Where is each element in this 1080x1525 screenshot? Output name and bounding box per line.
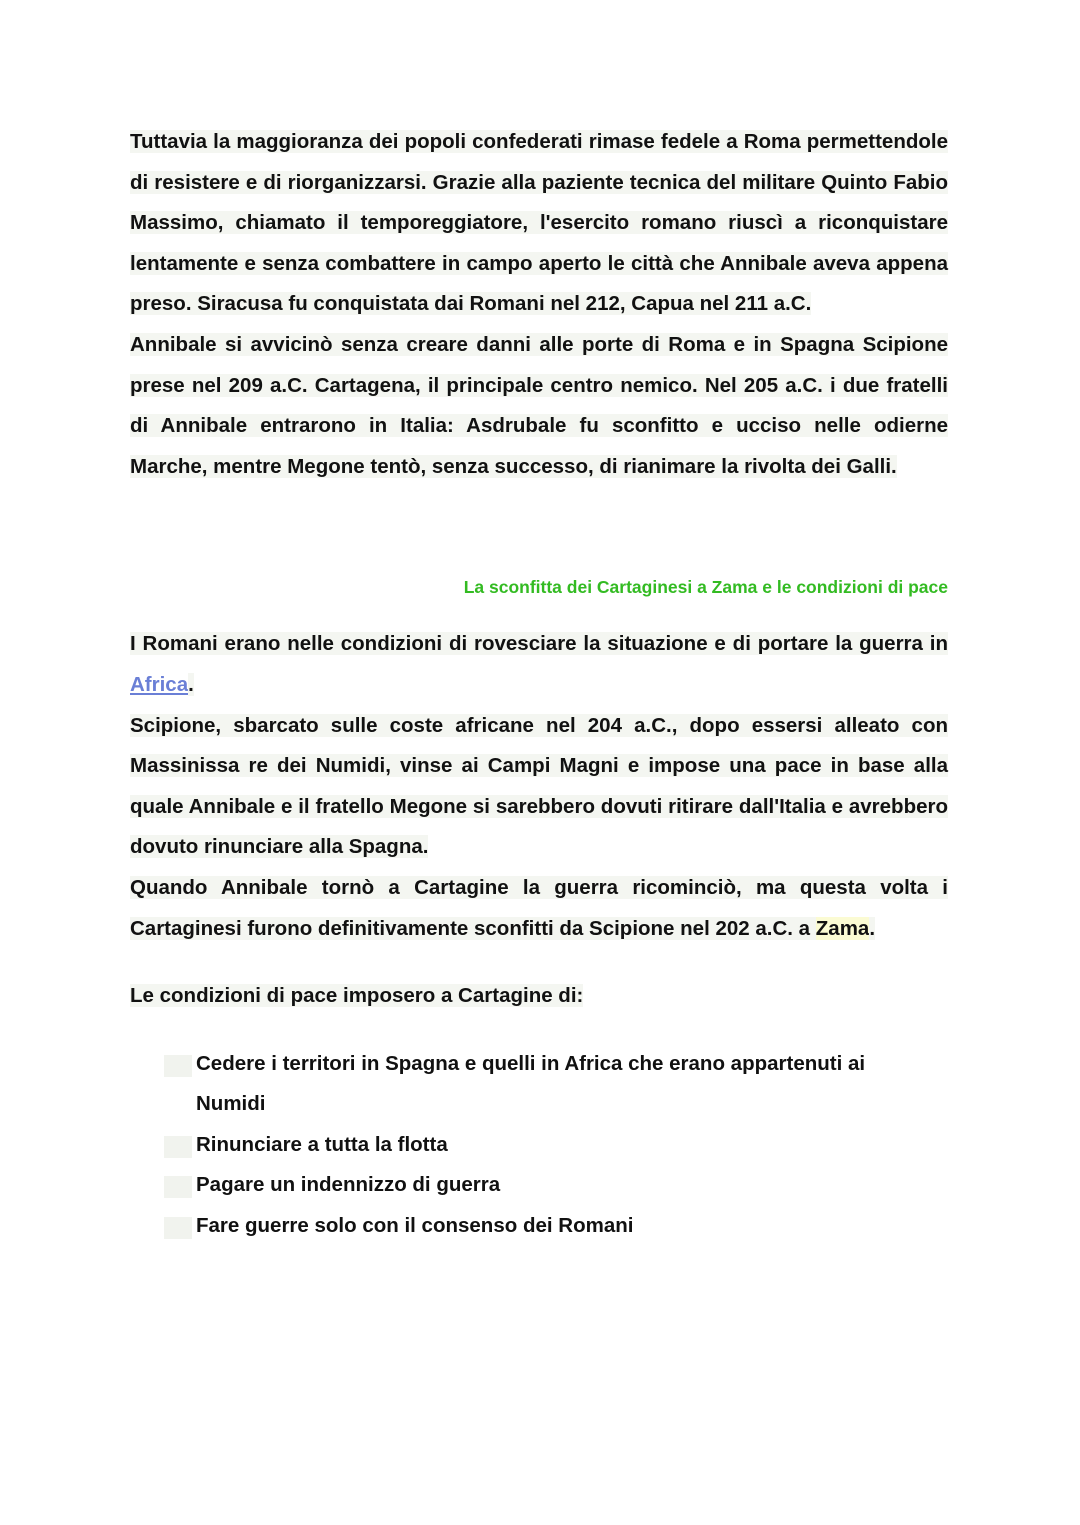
list-item — [164, 1044, 909, 1125]
conditions-intro-text: Le condizioni di pace imposero a Cartagine di: — [130, 984, 584, 1008]
list-item — [164, 1125, 909, 1166]
paragraph-2-text: Annibale si avvicinò senza creare danni alle porte di Roma e in Spagna Scipione prese nel 209 a.C. Cartagena, il principale centro nemico. Nel 205 a.C. i due fratelli di Annibale entrarono in Italia: Asdrubale fu sconfitto e ucciso nelle odierne Marche, mentre Megone tentò, senza successo, di rianimare la rivolta dei Galli. — [130, 332, 948, 478]
bullet-icon — [164, 1176, 192, 1198]
bullet-icon — [164, 1217, 192, 1239]
conditions-list — [164, 1044, 909, 1247]
paragraph-5-text: Quando Annibale tornò a Cartagine la guerra ricominciò, ma questa volta i Cartaginesi furono definitivamente sconfitti da Scipione nel 202 a.C. a — [130, 875, 948, 940]
list-item-text: Pagare un indennizzo di guerra — [196, 1173, 501, 1197]
paragraph-5 — [130, 868, 948, 949]
document-page — [130, 122, 948, 1247]
paragraph-1-text: Tuttavia la maggioranza dei popoli confederati rimase fedele a Roma permettendole di resistere e di riorganizzarsi. Grazie alla paziente tecnica del militare Quinto Fabio Massimo, chiamato il temporeggiatore, l'esercito romano riuscì a riconquistare lentamente e senza combattere in campo aperto le città che Annibale aveva appena preso. Siracusa fu conquistata dai Romani nel 212, Capua nel 211 a.C. — [130, 130, 948, 316]
bullet-icon — [164, 1055, 192, 1077]
list-item-text: Cedere i territori in Spagna e quelli in Africa che erano appartenuti ai Numidi — [196, 1051, 866, 1116]
paragraph-1 — [130, 122, 948, 325]
list-item-text: Fare guerre solo con il consenso dei Romani — [196, 1214, 634, 1238]
paragraph-5-end: . — [869, 916, 876, 940]
paragraph-3 — [130, 624, 948, 705]
paragraph-3-end: . — [188, 672, 194, 696]
section-heading: La sconfitta dei Cartaginesi a Zama e le condizioni di pace — [463, 577, 948, 598]
paragraph-4-text: Scipione, sbarcato sulle coste africane nel 204 a.C., dopo essersi alleato con Massinissa re dei Numidi, vinse ai Campi Magni e impose una pace in base alla quale Annibale e il fratello Megone si sarebbero dovuti ritirare dall'Italia e avrebbero dovuto rinunciare alla Spagna. — [130, 713, 948, 859]
paragraph-4 — [130, 706, 948, 868]
list-item — [164, 1206, 909, 1247]
spacer — [130, 1017, 948, 1044]
africa-link[interactable]: Africa — [130, 672, 189, 696]
paragraph-3-text: I Romani erano nelle condizioni di rovesciare la situazione e di portare la guerra in — [130, 632, 948, 656]
spacer — [130, 949, 948, 976]
zama-highlight: Zama — [815, 916, 870, 940]
conditions-intro — [130, 976, 948, 1017]
spacer — [130, 607, 948, 624]
list-item — [164, 1165, 909, 1206]
bullet-icon — [164, 1136, 192, 1158]
paragraph-2 — [130, 325, 948, 487]
list-item-text: Rinunciare a tutta la flotta — [196, 1132, 448, 1156]
